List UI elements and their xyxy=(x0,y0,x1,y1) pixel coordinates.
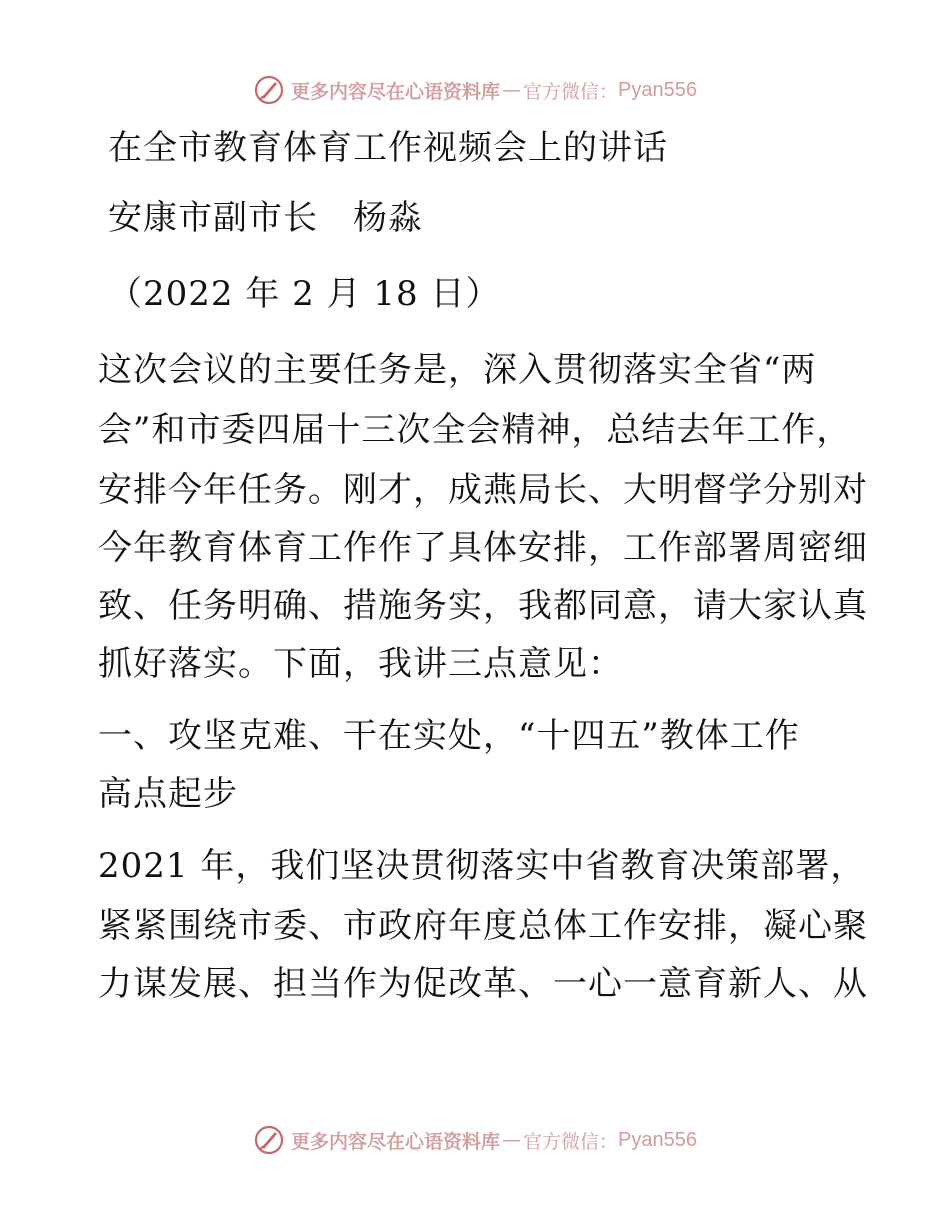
watermark-official-label: 官方微信： xyxy=(523,1130,619,1153)
watermark-site-name: 更多内容尽在心语资料库 xyxy=(291,1130,501,1153)
paragraph-line: 今年教育体育工作作了具体安排，工作部署周密细 xyxy=(98,528,868,568)
watermark-site-name: 更多内容尽在心语资料库 xyxy=(291,80,501,103)
paragraph-line: 2021 年，我们坚决贯彻落实中省教育决策部署， xyxy=(98,846,866,886)
paragraph-line: 会”和市委四届十三次全会精神，总结去年工作， xyxy=(98,410,852,450)
paragraph-line: 抓好落实。下面，我讲三点意见： xyxy=(98,644,623,684)
paragraph-line: 紧紧围绕市委、市政府年度总体工作安排，凝心聚 xyxy=(98,906,868,946)
watermark-account: Pyan556 xyxy=(618,1128,697,1151)
document-date: （2022 年 2 月 18 日） xyxy=(108,274,501,314)
watermark-separator: — xyxy=(502,1129,522,1151)
paragraph-line: 致、任务明确、措施务实，我都同意，请大家认真 xyxy=(98,586,868,626)
footer-watermark-banner xyxy=(0,1120,950,1160)
watermark-account: Pyan556 xyxy=(618,78,697,101)
quill-circle-logo-icon xyxy=(253,1124,285,1156)
document-title: 在全市教育体育工作视频会上的讲话 xyxy=(108,128,668,168)
section-heading-line: 高点起步 xyxy=(98,774,238,814)
watermark-official-label: 官方微信： xyxy=(523,80,619,103)
paragraph-line: 力谋发展、担当作为促改革、一心一意育新人、从 xyxy=(98,964,868,1004)
section-heading-line: 一、攻坚克难、干在实处，“十四五”教体工作 xyxy=(98,716,800,756)
watermark-separator: — xyxy=(502,79,522,101)
header-watermark-banner xyxy=(0,70,950,110)
paragraph-line: 这次会议的主要任务是，深入贯彻落实全省“两 xyxy=(98,350,817,390)
quill-circle-logo-icon xyxy=(253,74,285,106)
document-author: 安康市副市长 杨淼 xyxy=(108,198,423,238)
paragraph-line: 安排今年任务。刚才，成燕局长、大明督学分别对 xyxy=(98,470,868,510)
